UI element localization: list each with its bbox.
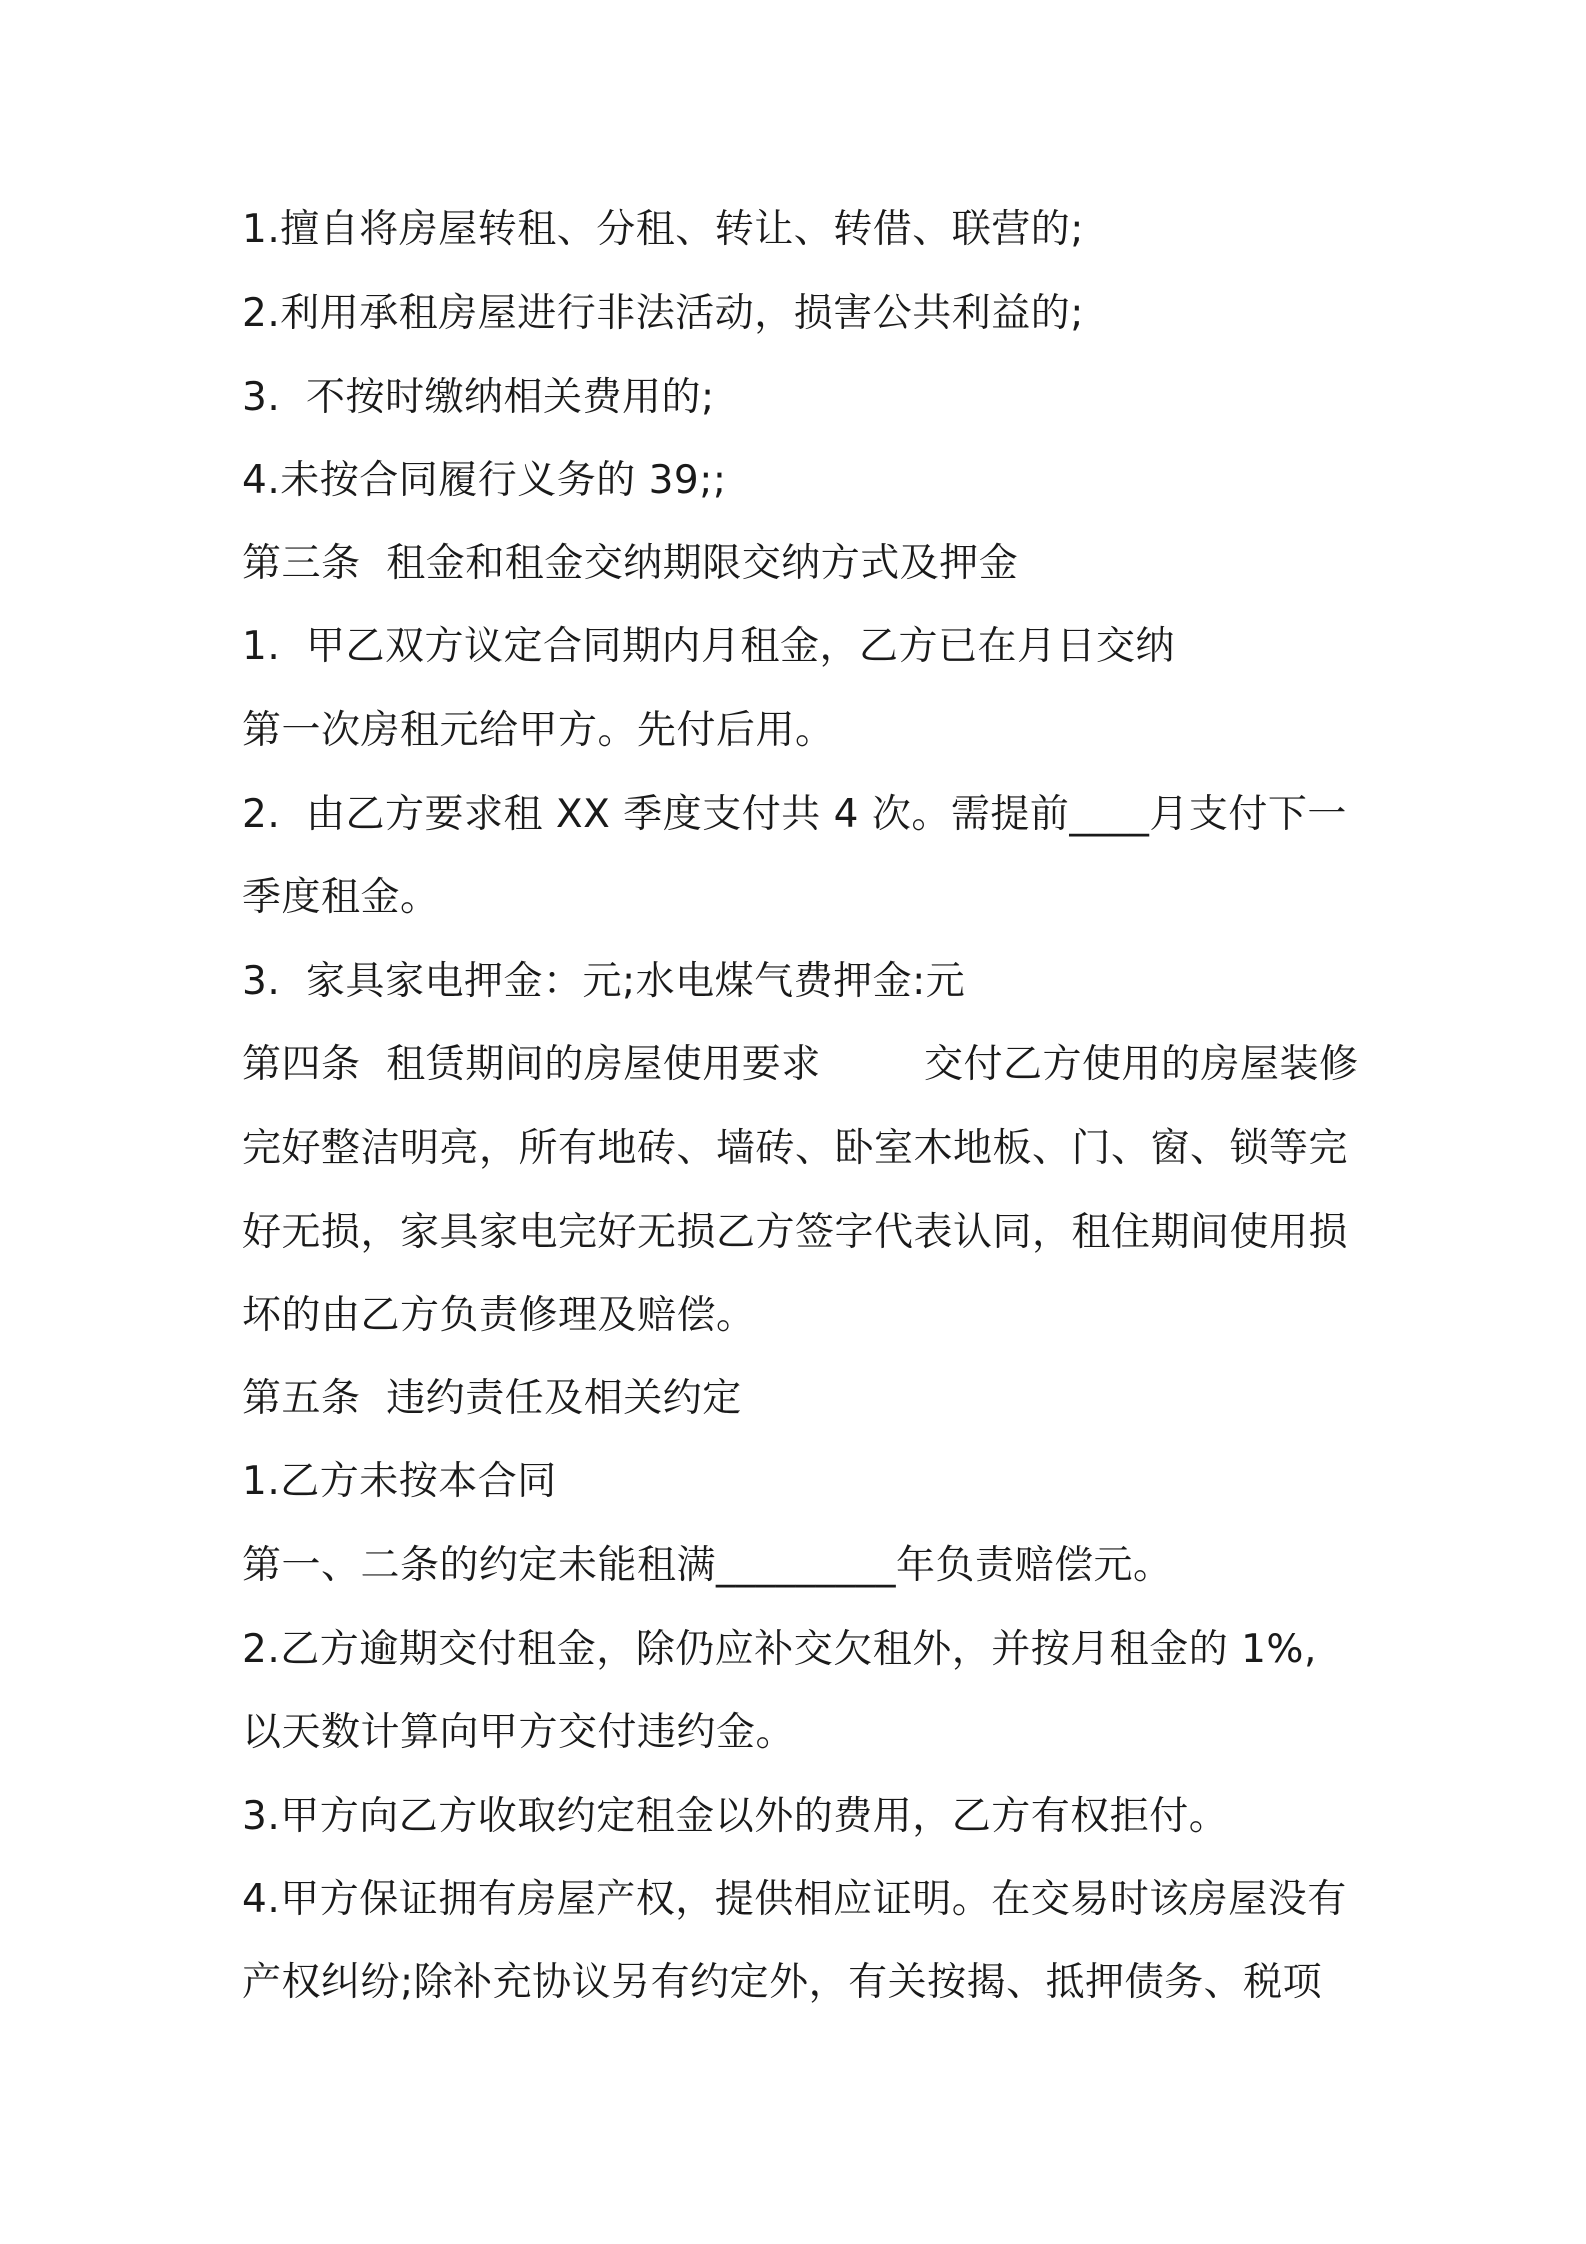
contract-line-10: 3. 家具家电押金：元;水电煤气费押金:元 (242, 959, 966, 1004)
contract-line-20: 3.甲方向乙方收取约定租金以外的费用，乙方有权拒付。 (242, 1794, 1229, 1839)
contract-line-17: 第一、二条的约定未能租满_________年负责赔偿元。 (242, 1543, 1173, 1588)
contract-line-18: 2.乙方逾期交付租金，除仍应补交欠租外，并按月租金的 1%, (242, 1627, 1317, 1672)
contract-line-3: 3. 不按时缴纳相关费用的; (242, 375, 715, 420)
contract-line-9: 季度租金。 (242, 875, 440, 920)
contract-line-19: 以天数计算向甲方交付违约金。 (242, 1710, 796, 1755)
contract-line-22: 产权纠纷;除补充协议另有约定外，有关按揭、抵押债务、税项 (242, 1960, 1323, 2005)
contract-line-1: 1.擅自将房屋转租、分租、转让、转借、联营的; (242, 207, 1084, 252)
contract-line-16: 1.乙方未按本合同 (242, 1459, 557, 1504)
contract-line-14: 坏的由乙方负责修理及赔偿。 (242, 1293, 756, 1338)
contract-line-12: 完好整洁明亮，所有地砖、墙砖、卧室木地板、门、窗、锁等完 (242, 1126, 1349, 1171)
contract-line-13: 好无损，家具家电完好无损乙方签字代表认同，租住期间使用损 (242, 1210, 1349, 1255)
contract-line-8: 2. 由乙方要求租 XX 季度支付共 4 次。需提前____月支付下一 (242, 792, 1347, 837)
contract-line-2: 2.利用承租房屋进行非法活动，损害公共利益的; (242, 291, 1084, 336)
contract-line-4: 4.未按合同履行义务的 39;; (242, 458, 727, 503)
section-heading-article-5: 第五条 违约责任及相关约定 (242, 1376, 742, 1421)
contract-line-7: 第一次房租元给甲方。先付后用。 (242, 708, 835, 753)
contract-line-6: 1. 甲乙双方议定合同期内月租金，乙方已在月日交纳 (242, 624, 1176, 669)
section-heading-article-4: 第四条 租赁期间的房屋使用要求 交付乙方使用的房屋装修 (242, 1042, 1359, 1087)
contract-line-21: 4.甲方保证拥有房屋产权，提供相应证明。在交易时该房屋没有 (242, 1877, 1347, 1922)
section-heading-article-3: 第三条 租金和租金交纳期限交纳方式及押金 (242, 541, 1019, 586)
